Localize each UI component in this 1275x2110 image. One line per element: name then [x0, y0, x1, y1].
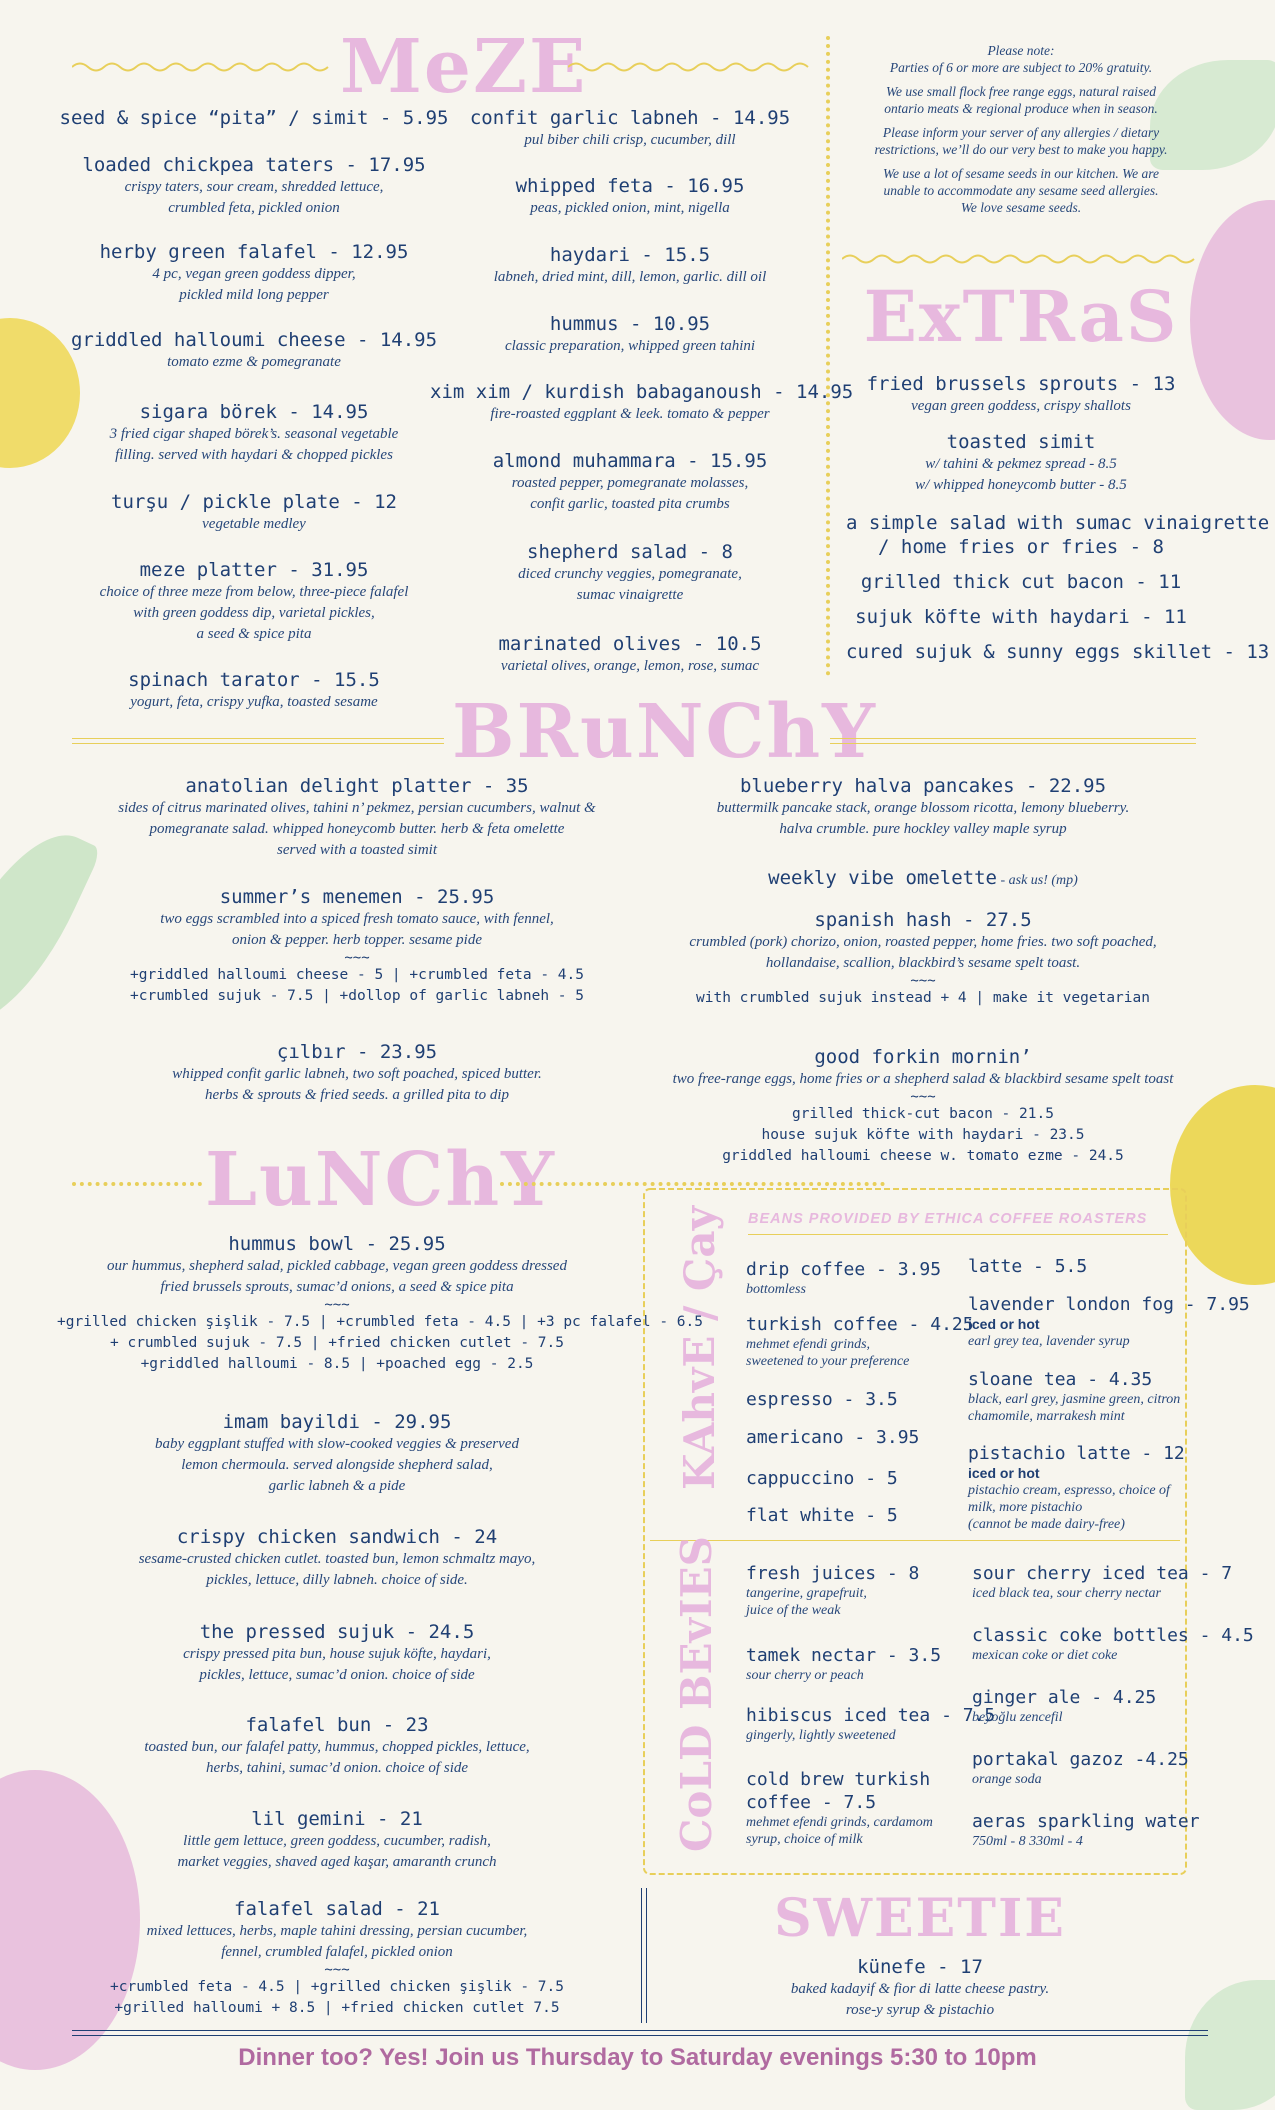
brunchy-right-item-name: good forkin mornin’ [814, 1046, 1032, 1068]
cold-title: CoLD BEvIES [672, 1536, 721, 1852]
kahve-right-item [968, 1255, 1087, 1278]
cold-left-item [746, 1562, 919, 1619]
brunchy-right-item [643, 866, 1203, 891]
cold-right-item [972, 1810, 1200, 1850]
lunchy-item-name: hummus bowl - 25.95 [228, 1233, 446, 1255]
kahve-left-item-name: espresso - 3.5 [746, 1389, 898, 1410]
brunchy-left-item-desc: whipped confit garlic labneh, two soft poached, spiced butter. [172, 1066, 542, 1082]
extras-item-name: toasted simit [946, 431, 1096, 453]
sweetie-item-desc: rose-y syrup & pistachio [845, 2002, 995, 2018]
lunchy-item-name: imam bayildi - 29.95 [222, 1411, 452, 1433]
meze-left-item-name: spinach tarator - 15.5 [128, 669, 380, 691]
brunchy-title: BRuNChY [452, 689, 878, 775]
meze-left-item-name: sigara börek - 14.95 [139, 401, 369, 423]
meze-left-item-desc: yogurt, feta, crispy yufka, toasted sesame [130, 694, 378, 710]
lunchy-item [57, 1713, 617, 1779]
lunchy-item-desc: pickles, lettuce, dilly labneh. choice of side. [206, 1572, 468, 1588]
cold-left-item [746, 1644, 941, 1684]
kahve-right-item-name: latte - 5.5 [968, 1256, 1088, 1277]
cold-left-item [746, 1704, 995, 1744]
brunchy-left-item-addon: +griddled halloumi cheese - 5 | +crumbled feta - 4.5 [130, 967, 584, 983]
lunchy-title: LuNChY [205, 1137, 556, 1223]
meze-right-item-desc: diced crunchy veggies, pomegranate, [518, 566, 742, 582]
note-eggs-2: ontario meats & regional produce when in season. [884, 101, 1158, 116]
meze-right-item-name: whipped feta - 16.95 [515, 175, 745, 197]
kahve-right-item-desc: (cannot be made dairy-free) [968, 1517, 1125, 1532]
meze-right-item-desc: sumac vinaigrette [576, 587, 684, 603]
brunchy-left-item-desc: herbs & sprouts & fried seeds. a grilled pita to dip [204, 1087, 510, 1103]
meze-right-item [430, 449, 830, 515]
meze-left-item-name: griddled halloumi cheese - 14.95 [70, 329, 438, 351]
lunchy-item-separator: ~~~ [324, 1297, 350, 1313]
meze-left-item-desc: crispy taters, sour cream, shredded lettuce, [124, 179, 384, 195]
lunchy-item [57, 1232, 704, 1375]
footer-dinner-note: Dinner too? Yes! Join us Thursday to Saturday evenings 5:30 to 10pm [238, 2044, 1037, 2071]
decor-pink-fruit-right [1190, 200, 1275, 440]
extras-item-name: a simple salad with sumac vinaigrette [846, 512, 1270, 534]
meze-right-item [430, 243, 830, 288]
lunchy-item-desc: mixed lettuces, herbs, maple tahini dressing, persian cucumber, [146, 1923, 528, 1939]
brunchy-right-item-desc: hollandaise, scallion, blackbird’s sesame spelt toast. [765, 955, 1081, 971]
cold-left-item [746, 1768, 933, 1848]
brunchy-left-item-desc: pomegranate salad. whipped honeycomb butter. herb & feta omelette [149, 821, 565, 837]
cold-right-item-desc: beyoğlu zencefil [972, 1710, 1063, 1725]
lunchy-item-desc: crispy pressed pita bun, house sujuk köfte, haydari, [183, 1646, 491, 1662]
lunchy-item [57, 1807, 617, 1873]
meze-right-item [430, 174, 830, 219]
cold-left-item-desc: syrup, choice of milk [746, 1832, 863, 1847]
lunchy-item-addon: +griddled halloumi - 8.5 | +poached egg - 2.5 [140, 1356, 534, 1372]
extras-item [846, 430, 1196, 496]
kahve-title: KAhvE / Çay [675, 1206, 724, 1490]
note-sesame-3: We love sesame seeds. [960, 200, 1082, 215]
cold-right-item-name: portakal gazoz -4.25 [972, 1749, 1189, 1770]
lunchy-item-desc: herbs, tahini, sumac’d onion. choice of side [205, 1760, 469, 1776]
note-gratuity: Parties of 6 or more are subject to 20% gratuity. [889, 60, 1153, 75]
note-allergy-1: Please inform your server of any allergies / dietary [882, 125, 1160, 140]
footer-double-line [72, 2030, 1208, 2036]
kahve-left-item-desc: mehmet efendi grinds, [746, 1337, 871, 1352]
lunchy-item-name: lil gemini - 21 [251, 1808, 423, 1830]
note-sesame-1: We use a lot of sesame seeds in our kitchen. We are [883, 166, 1159, 181]
cold-left-item-desc: gingerly, lightly sweetened [746, 1728, 896, 1743]
meze-left-item-desc: choice of three meze from below, three-piece falafel [99, 584, 409, 600]
sweetie-double-line [641, 1888, 647, 2023]
kahve-right-item [968, 1442, 1185, 1533]
meze-right-item-desc: pul biber chili crisp, cucumber, dill [524, 132, 736, 148]
brunchy-left-item-desc: onion & pepper. herb topper. sesame pide [232, 932, 482, 948]
kahve-left-item [746, 1426, 919, 1449]
meze-left-item [44, 668, 464, 713]
brunchy-right-item-name: blueberry halva pancakes - 22.95 [739, 775, 1107, 797]
lunchy-item-addon: +grilled halloumi + 8.5 | +fried chicken cutlet 7.5 [114, 2000, 560, 2016]
brunchy-right-item-addon: grilled thick-cut bacon - 21.5 [792, 1106, 1054, 1122]
lunchy-item-desc: baby eggplant stuffed with slow-cooked veggies & preserved [155, 1436, 519, 1452]
lunchy-item-name: crispy chicken sandwich - 24 [176, 1526, 498, 1548]
meze-left-item-desc: 4 pc, vegan green goddess dipper, [152, 266, 356, 282]
cold-left-item-name: cold brew turkish [746, 1769, 931, 1790]
meze-left-item-desc: crumbled feta, pickled onion [168, 200, 340, 216]
cold-left-item-name: tamek nectar - 3.5 [746, 1645, 942, 1666]
lunchy-dots-left [72, 1182, 202, 1186]
meze-left-item-desc: pickled mild long pepper [179, 287, 329, 303]
meze-left-item-desc: vegetable medley [202, 516, 306, 532]
meze-right-item [430, 312, 830, 357]
cold-left-item-desc: sour cherry or peach [746, 1668, 864, 1683]
extras-item-name: / home fries or fries - 8 [878, 536, 1164, 558]
brunchy-right-item-addon: house sujuk köfte with haydari - 23.5 [761, 1127, 1085, 1143]
kahve-right-item-name: pistachio latte - 12 [968, 1443, 1185, 1464]
sweetie-item [710, 1955, 1130, 2021]
lunchy-item-desc: pickles, lettuce, sumac’d onion. choice of side [199, 1667, 475, 1683]
lunchy-item-name: the pressed sujuk - 24.5 [199, 1621, 475, 1643]
cold-left-item-name: fresh juices - 8 [746, 1563, 920, 1584]
brunchy-left-item-addon: +crumbled sujuk - 7.5 | +dollop of garlic labneh - 5 [130, 988, 584, 1004]
meze-right-item [430, 380, 854, 425]
meze-right-item-desc: labneh, dried mint, dill, lemon, garlic. dill oil [493, 269, 767, 285]
lunchy-item [57, 1620, 617, 1686]
cold-right-item-name: ginger ale - 4.25 [972, 1687, 1157, 1708]
brunchy-right-item [643, 1045, 1203, 1167]
meze-right-item [430, 632, 830, 677]
brunchy-right-item-desc: crumbled (pork) chorizo, onion, roasted pepper, home fries. two soft poached, [689, 934, 1157, 950]
kahve-left-item [746, 1467, 898, 1490]
lunchy-item [57, 1525, 617, 1591]
meze-right-item-name: confit garlic labneh - 14.95 [469, 107, 791, 129]
notes-wave [842, 252, 1196, 266]
brunchy-left-item [67, 1040, 647, 1106]
lunchy-item-separator: ~~~ [324, 1962, 350, 1978]
lunchy-item [57, 1897, 617, 2019]
lunchy-item-desc: toasted bun, our falafel patty, hummus, chopped pickles, lettuce, [144, 1739, 530, 1755]
kahve-left-item [746, 1388, 898, 1411]
brunchy-right-item-separator: ~~~ [910, 973, 936, 989]
lunchy-item-desc: fried brussels sprouts, sumac’d onions, a seed & spice pita [160, 1279, 514, 1295]
meze-left-item [44, 328, 464, 373]
meze-title: MeZE [340, 24, 588, 110]
cold-right-item [972, 1562, 1232, 1602]
cold-left-item-desc: mehmet efendi grinds, cardamom [746, 1815, 933, 1830]
kahve-right-item-option: iced or hot [968, 1465, 1040, 1481]
note-allergy-2: restrictions, we’ll do our very best to make you happy. [874, 142, 1168, 157]
cold-right-item [972, 1748, 1189, 1788]
extras-item-name: cured sujuk & sunny eggs skillet - 13 [846, 641, 1270, 663]
kahve-left-item [746, 1258, 941, 1298]
extras-item-name: grilled thick cut bacon - 11 [860, 571, 1182, 593]
brunchy-left-item-name: çılbır - 23.95 [276, 1041, 438, 1063]
brunchy-line-right [830, 738, 1196, 744]
extras-item [846, 535, 1196, 559]
beans-underline [748, 1234, 1168, 1235]
lunchy-item-addon: +crumbled feta - 4.5 | +grilled chicken şişlik - 7.5 [110, 1979, 564, 1995]
kahve-right-item-option: iced or hot [968, 1316, 1040, 1332]
kahve-left-item-name: turkish coffee - 4.25 [746, 1314, 974, 1335]
extras-item [846, 511, 1270, 535]
cold-right-item [972, 1624, 1254, 1664]
kahve-left-item [746, 1313, 974, 1370]
meze-left-item-desc: 3 fried cigar shaped börek’s. seasonal vegetable [109, 426, 399, 442]
meze-right-item-desc: classic preparation, whipped green tahini [504, 338, 756, 354]
meze-right-item-desc: confit garlic, toasted pita crumbs [530, 496, 730, 512]
cold-right-item-desc: 750ml - 8 330ml - 4 [972, 1834, 1083, 1849]
meze-left-item [44, 400, 464, 466]
kahve-right-item [968, 1293, 1250, 1350]
sweetie-title: SWEETIE [774, 1888, 1066, 1949]
sweetie-item-desc: baked kadayif & fior di latte cheese pastry. [790, 1981, 1050, 1997]
lunchy-item-desc: sesame-crusted chicken cutlet. toasted bun, lemon schmaltz mayo, [138, 1551, 536, 1567]
meze-right-item-desc: varietal olives, orange, lemon, rose, sumac [500, 658, 760, 674]
lunchy-item-desc: lemon chermoula. served alongside shepherd salad, [181, 1457, 493, 1473]
kahve-left-item-name: drip coffee - 3.95 [746, 1259, 942, 1280]
note-eggs-1: We use small flock free range eggs, natural raised [885, 84, 1157, 99]
meze-left-item-desc: a seed & spice pita [196, 626, 312, 642]
brunchy-line-left [72, 738, 444, 744]
extras-item [846, 640, 1270, 664]
lunchy-item-desc: market veggies, shaved aged kaşar, amaranth crunch [177, 1854, 497, 1870]
brunchy-right-item-desc: two free-range eggs, home fries or a shepherd salad & blackbird sesame spelt toast [672, 1071, 1174, 1087]
meze-left-item [44, 558, 464, 645]
meze-left-item-name: herby green falafel - 12.95 [99, 241, 409, 263]
brunchy-right-item-name: weekly vibe omelette - ask us! (mp) [768, 867, 1078, 889]
brunchy-right-item-suffix: - ask us! (mp) [996, 873, 1078, 888]
meze-right-item-name: almond muhammara - 15.95 [492, 450, 768, 472]
cold-left-item-desc: juice of the weak [746, 1603, 841, 1618]
meze-left-item-desc: with green goddess dip, varietal pickles, [133, 605, 375, 621]
meze-left-item-name: loaded chickpea taters - 17.95 [82, 154, 426, 176]
brunchy-right-item-desc: buttermilk pancake stack, orange blossom ricotta, lemony blueberry. [716, 800, 1130, 816]
kahve-right-item-name: sloane tea - 4.35 [968, 1369, 1153, 1390]
brunchy-right-item-desc: halva crumble. pure hockley valley maple syrup [779, 821, 1067, 837]
meze-right-item-desc: fire-roasted eggplant & leek. tomato & pepper [490, 406, 770, 422]
brunchy-right-item-name: spanish hash - 27.5 [814, 909, 1032, 931]
sweetie-item-name: künefe - 17 [857, 1956, 983, 1978]
brunchy-right-item-addon: with crumbled sujuk instead + 4 | make it vegetarian [696, 990, 1150, 1006]
meze-left-item [44, 106, 464, 130]
extras-item-desc: vegan green goddess, crispy shallots [911, 398, 1131, 414]
brunchy-left-item-name: summer’s menemen - 25.95 [219, 886, 495, 908]
meze-wave-left [72, 60, 332, 74]
meze-left-item [44, 490, 464, 535]
meze-right-item-name: haydari - 15.5 [549, 244, 711, 266]
lunchy-item-addon: + crumbled sujuk - 7.5 | +fried chicken cutlet - 7.5 [110, 1335, 564, 1351]
extras-title: ExTRaS [863, 275, 1179, 358]
meze-left-item-name: turşu / pickle plate - 12 [111, 491, 397, 513]
lunchy-item-name: falafel bun - 23 [245, 1714, 429, 1736]
kahve-left-item-desc: bottomless [746, 1282, 806, 1297]
cold-left-item-name: hibiscus iced tea - 7.5 [746, 1705, 996, 1726]
meze-left-item [44, 153, 464, 219]
meze-right-item-desc: roasted pepper, pomegranate molasses, [511, 475, 749, 491]
lunchy-item-desc: little gem lettuce, green goddess, cucumber, radish, [183, 1833, 491, 1849]
cold-right-item-desc: iced black tea, sour cherry nectar [972, 1586, 1161, 1601]
note-heading: Please note: [987, 43, 1055, 58]
kahve-right-item-desc: pistachio cream, espresso, choice of [968, 1483, 1170, 1498]
brunchy-right-item [643, 774, 1203, 840]
brunchy-right-item-addon: griddled halloumi cheese w. tomato ezme - 24.5 [722, 1148, 1124, 1164]
cold-left-item-name-cont: coffee - 7.5 [746, 1792, 877, 1813]
meze-wave-right [568, 60, 816, 74]
lunchy-item-desc: fennel, crumbled falafel, pickled onion [221, 1944, 453, 1960]
lunchy-item-desc: our hummus, shepherd salad, pickled cabbage, vegan green goddess dressed [107, 1258, 567, 1274]
kahve-left-item [746, 1504, 898, 1527]
kahve-left-item-name: cappuccino - 5 [746, 1468, 898, 1489]
lunchy-item-desc: garlic labneh & a pide [268, 1478, 406, 1494]
extras-item-name: sujuk köfte with haydari - 11 [855, 606, 1187, 628]
brunchy-left-item-name: anatolian delight platter - 35 [185, 775, 529, 797]
notes-box [846, 42, 1196, 216]
beans-note: BEANS PROVIDED BY ETHICA COFFEE ROASTERS [748, 1211, 1148, 1227]
extras-item-desc: w/ tahini & pekmez spread - 8.5 [925, 456, 1117, 472]
meze-right-item-name: marinated olives - 10.5 [498, 633, 762, 655]
meze-right-item [430, 540, 830, 606]
meze-right-item-name: hummus - 10.95 [549, 313, 711, 335]
extras-item-desc: w/ whipped honeycomb butter - 8.5 [915, 477, 1127, 493]
cold-right-item-name: classic coke bottles - 4.5 [972, 1625, 1254, 1646]
cold-separator [650, 1540, 1180, 1541]
brunchy-left-item [67, 885, 647, 1007]
kahve-right-item-desc: black, earl grey, jasmine green, citron [968, 1392, 1181, 1407]
brunchy-left-item-desc: served with a toasted simit [277, 842, 437, 858]
kahve-right-item-desc: chamomile, marrakesh mint [968, 1409, 1125, 1424]
lunchy-item [57, 1410, 617, 1497]
meze-left-item-desc: tomato ezme & pomegranate [167, 354, 341, 370]
cold-left-item-desc: tangerine, grapefruit, [746, 1586, 867, 1601]
brunchy-left-item [67, 774, 647, 861]
cold-right-item-name: aeras sparkling water [972, 1811, 1200, 1832]
extras-item [846, 570, 1196, 594]
extras-item-name: fried brussels sprouts - 13 [866, 373, 1176, 395]
brunchy-left-item-separator: ~~~ [344, 950, 370, 966]
brunchy-left-item-desc: two eggs scrambled into a spiced fresh tomato sauce, with fennel, [160, 911, 554, 927]
brunchy-right-item-separator: ~~~ [910, 1089, 936, 1105]
kahve-right-item-name: lavender london fog - 7.95 [968, 1294, 1250, 1315]
lunchy-item-addon: +grilled chicken şişlik - 7.5 | +crumbled feta - 4.5 | +3 pc falafel - 6.5 [57, 1314, 704, 1330]
meze-right-item-desc: peas, pickled onion, mint, nigella [530, 200, 730, 216]
meze-left-item-name: meze platter - 31.95 [139, 559, 369, 581]
cold-right-item-desc: mexican coke or diet coke [972, 1648, 1118, 1663]
brunchy-left-item-desc: sides of citrus marinated olives, tahini n’ pekmez, persian cucumbers, walnut & [118, 800, 596, 816]
meze-right-item [430, 106, 830, 151]
brunchy-right-item [643, 908, 1203, 1009]
cold-right-item [972, 1686, 1156, 1726]
meze-left-item [44, 240, 464, 306]
kahve-right-item [968, 1368, 1180, 1425]
meze-left-item-name: seed & spice “pita” / simit - 5.95 [59, 107, 449, 129]
meze-left-item-desc: filling. served with haydari & chopped pickles [115, 447, 393, 463]
kahve-left-item-desc: sweetened to your preference [746, 1354, 910, 1369]
kahve-right-item-desc: earl grey tea, lavender syrup [968, 1334, 1130, 1349]
lunchy-item-name: falafel salad - 21 [234, 1898, 440, 1920]
kahve-left-item-name: flat white - 5 [746, 1505, 898, 1526]
note-sesame-2: unable to accommodate any sesame seed allergies. [883, 183, 1159, 198]
kahve-left-item-name: americano - 3.95 [746, 1427, 920, 1448]
cold-right-item-name: sour cherry iced tea - 7 [972, 1563, 1233, 1584]
meze-right-item-name: shepherd salad - 8 [527, 541, 733, 563]
kahve-right-item-desc: milk, more pistachio [968, 1500, 1083, 1515]
cold-right-item-desc: orange soda [972, 1772, 1042, 1787]
meze-right-item-name: xim xim / kurdish babaganoush - 14.95 [430, 381, 854, 403]
extras-item [846, 605, 1196, 629]
extras-item [846, 372, 1196, 417]
